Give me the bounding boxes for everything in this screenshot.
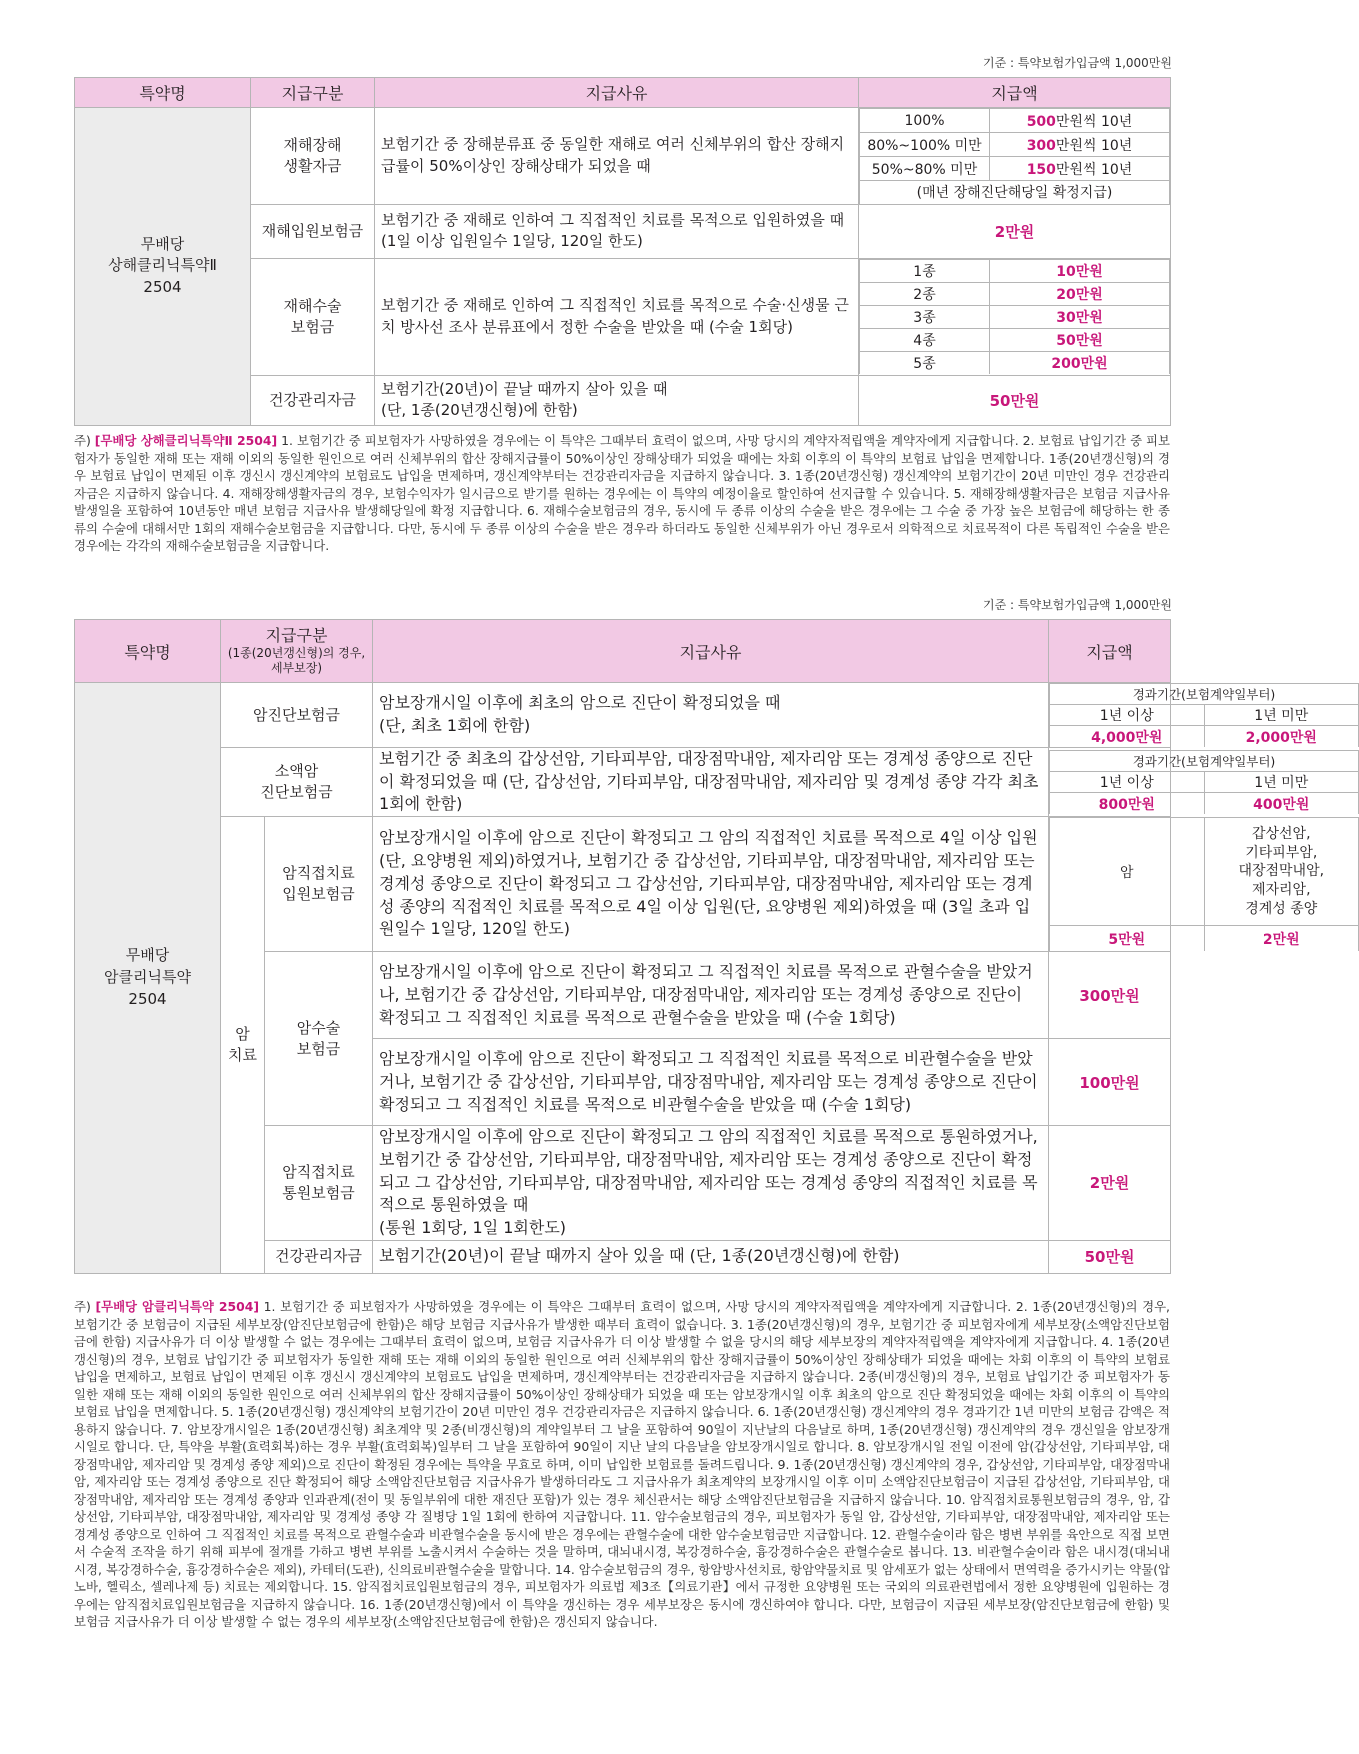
reason-accident-surgery: 보험기간 중 재해로 인하여 그 직접적인 치료를 목적으로 수술·신생물 근치 방사선 조사 분류표에서 정한 수술을 받았을 때 (수술 1회당) [375,258,859,375]
amount-over-1y: 4,000만원 [1050,726,1205,747]
reason-health-management: 보험기간(20년)이 끝날 때까지 살아 있을 때 (단, 1종(20년갱신형)에 한함) [373,1240,1049,1273]
reason-cancer-nonopen-surgery: 암보장개시일 이후에 암으로 진단이 확정되고 그 직접적인 치료를 목적으로 비관혈수술을 받았거나, 보험기간 중 갑상선암, 기타피부암, 대장점막내암, 제자리암 또는 경계성 종양으로 진단이 확정되고 그 직접적인 치료를 목적으로 비관혈수술을 받았을 때 (수술 1회당) [373,1039,1049,1126]
category-disability-living: 재해장해 생활자금 [251,108,375,205]
category-cancer-diagnosis: 암진단보험금 [221,683,373,748]
group-cancer-treatment: 암 치료 [221,817,265,1274]
category-cancer-surgery: 암수술 보험금 [265,952,373,1126]
header-category: 지급구분 [251,78,375,108]
tier-amount: 150만원씩 10년 [990,157,1170,181]
period-header: 경과기간(보험계약일부터) [1050,751,1359,772]
amount-cancer-outpatient: 2만원 [1049,1126,1171,1241]
period-over-1y: 1년 이상 [1050,705,1205,726]
tier-label: 50%~80% 미만 [860,157,990,181]
tier-amount: 500만원씩 10년 [990,109,1170,133]
period-under-1y: 1년 미만 [1204,705,1359,726]
category-health-management: 건강관리자금 [251,375,375,425]
amount-cancer: 5만원 [1050,926,1205,951]
header-rider-name: 특약명 [75,78,251,108]
reason-cancer-outpatient: 암보장개시일 이후에 암으로 진단이 확정되고 그 암의 직접적인 치료를 목적으로 통원하였거나, 보험기간 중 갑상선암, 기타피부암, 대장점막내암, 제자리암 또는 경계성 종양으로 진단이 확정되고 그 갑상선암, 기타피부암, 대장점막내암, 제자리암 또는 경계성 종양의 직접적인 치료를 목적으로 통원하였을 때 (통원 1회당, 1일 1회한도) [373,1126,1049,1241]
amount-accident-surgery [859,258,1171,375]
category-minor-cancer: 소액암 진단보험금 [221,748,373,817]
amount-cancer-nonopen-surgery: 100만원 [1049,1039,1171,1126]
reason-disability-living: 보험기간 중 장해분류표 중 동일한 재해로 여러 신체부위의 합산 장해지급률이 50%이상인 장해상태가 되었을 때 [375,108,859,205]
grade-amount: 10만원 [990,259,1170,282]
grade-amount: 200만원 [990,351,1170,374]
period-over-1y: 1년 이상 [1050,772,1205,793]
amount-under-1y: 2,000만원 [1204,726,1359,747]
grade-label: 4종 [860,328,990,351]
header-reason: 지급사유 [373,620,1049,683]
category-accident-hospitalization: 재해입원보험금 [251,204,375,258]
grade-label: 1종 [860,259,990,282]
basis-note-2: 기준 : 특약보험가입금액 1,000만원 [983,598,1172,612]
tier-label: 100% [860,109,990,133]
reason-minor-cancer: 보험기간 중 최초의 갑상선암, 기타피부암, 대장점막내암, 제자리암 또는 경계성 종양으로 진단이 확정되었을 때 (단, 갑상선암, 기타피부암, 대장점막내암, 제자리암 및 경계성 종양 각각 최초 1회에 한함) [373,748,1049,817]
footnote-cancer-rider: 주) [무배당 암클리닉특약 2504] 1. 보험기간 중 피보험자가 사망하였을 경우에는 이 특약은 그때부터 효력이 없으며, 사망 당시의 계약자적립액을 계약자에게 지급합니다. 2. 1종(20년갱신형)의 경우, 보험기간 중 보험금이 지급된 세부보장(암진단보험금에 한함)은 해당 보험금 지급사유가 발생한 때부터 효력이 없습니다. 3. 1종(20년갱신형)의 경우, 보험기간 중 피보험자에게 세부보장(소액암진단보험금에 한함) 지급사유가 더 이상 발생할 수 없는 경우에는 그때부터 효력이 없으며, 보험금 지급사유가 더 이상 발생할 수 없을 당시의 해당 세부보장의 계약자적립액을 계약자에게 지급합니다. 4. 1종(20년갱신형)의 경우, 보험료 납입기간 중 피보험자가 동일한 재해 또는 재해 이외의 동일한 원인으로 여러 신체부위의 합산 장해지급률이 50%이상인 장해상태가 되었을 때에는 차회 이후의 이 특약의 보험료 납입을 면제하고, 보험료 납입이 면제된 이후 갱신시 갱신계약의 보험료도 납입을 면제하며, 갱신계약부터는 건강관리자금을 지급하지 않습니다. 2종(비갱신형)의 경우, 보험료 납입기간 중 피보험자가 동일한 재해 또는 재해 이외의 동일한 원인으로 여러 신체부위의 합산 장해지급률이 50%이상인 장해상태가 되었을 때 또는 암보장개시일 이후 최초의 암으로 진단 확정되었을 때에는 차회 이후의 이 특약의 보험료 납입을 면제합니다. 5. 1종(20년갱신형) 갱신계약의 보험기간이 20년 미만인 경우 건강관리자금은 지급하지 않습니다. 6. 1종(20년갱신형) 갱신계약의 경우 경과기간 1년 미만의 보험금 감액은 적용하지 않습니다. 7. 암보장개시일은 1종(20년갱신형) 최초계약 및 2종(비갱신형)의 계약일부터 그 날을 포함하여 90일이 지난날의 다음날로 하며, 1종(20년갱신형) 갱신계약의 경우 갱신일을 암보장개시일로 합니다. 단, 특약을 부활(효력회복)하는 경우 부활(효력회복)일부터 그 날을 포함하여 90일이 지난 날의 다음날을 암보장개시일로 합니다. 8. 암보장개시일 전일 이전에 암(갑상선암, 기타피부암, 대장점막내암, 제자리암 및 경계성 종양 제외)으로 진단이 확정된 경우에는 특약을 무효로 하며, 이미 납입한 보험료를 돌려드립니다. 9. 1종(20년갱신형) 갱신계약의 경우, 갑상선암, 기타피부암, 대장점막내암, 제자리암 또는 경계성 종양으로 진단 확정되어 해당 소액암진단보험금 지급사유가 발생하더라도 그 지급사유가 최초계약의 보장개시일 이후 이미 소액암진단보험금이 지급된 갑상선암, 기타피부암, 대장점막내암, 제자리암 또는 경계성 종양과 인과관계(전이 및 동일부위에 대한 재진단 포함)가 있는 경우 체신관서는 해당 소액암진단보험금을 지급하지 않습니다. 10. 암직접치료통원보험금의 경우, 암, 갑상선암, 기타피부암, 대장점막내암, 제자리암 및 경계성 종양 각 질병당 1일 1회에 한하여 지급합니다. 11. 암수술보험금의 경우, 피보험자가 동일 암, 갑상선암, 기타피부암, 대장점막내암, 제자리암 또는 경계성 종양으로 인하여 그 직접적인 치료를 목적으로 관혈수술과 비관혈수술을 동시에 받은 경우에는 관혈수술에 대한 암수술보험금만 지급합니다. 12. 관혈수술이라 함은 병변 부위를 육안으로 직접 보면서 수술적 조작을 하기 위해 피부에 절개를 가하고 병변 부위를 노출시켜서 수술하는 것을 말하며, 대뇌내시경, 복강경하수술, 흉강경하수술은 관혈수술로 봅니다. 13. 비관혈수술이라 함은 내시경(대뇌내시경, 복강경하수술, 흉강경하수술은 제외), 카테터(도관), 신의료비관혈수술을 말합니다. 14. 암수술보험금의 경우, 항암방사선치료, 항암약물치료 및 암세포가 없는 상태에서 면역력을 증가시키는 약물(압노바, 헬릭소, 셀레나제 등) 치료는 제외합니다. 15. 암직접치료입원보험금의 경우, 피보험자가 의료법 제3조【의료기관】에서 규정한 요양병원 또는 국외의 의료관련법에서 정한 요양병원에 입원하는 경우에는 암직접치료입원보험금을 지급하지 않습니다. 16. 1종(20년갱신형)에서 이 특약을 갱신하는 경우 세부보장은 동시에 갱신하여야 합니다. 다만, 보험금이 지급된 세부보장(암진단보험금에 한함) 및 보험금 지급사유가 더 이상 발생할 수 없는 경우의 세부보장(소액암진단보험금에 한함)은 갱신되지 않습니다. [74,1299,1171,1629]
label-minor-cancers: 갑상선암, 기타피부암, 대장점막내암, 제자리암, 경계성 종양 [1204,818,1359,926]
grade-amount: 20만원 [990,282,1170,305]
category-cancer-inpatient: 암직접치료 입원보험금 [265,817,373,952]
header-amount: 지급액 [1049,620,1171,683]
basis-note-1: 기준 : 특약보험가입금액 1,000만원 [983,56,1172,70]
amount-accident-hospitalization: 2만원 [859,204,1171,258]
rider-name: 무배당 상해클리닉특약Ⅱ 2504 [75,108,251,426]
amount-health-management: 50만원 [859,375,1171,425]
period-header: 경과기간(보험계약일부터) [1050,684,1359,705]
amount-cancer-diagnosis [1049,683,1317,748]
grade-label: 2종 [860,282,990,305]
reason-health-management: 보험기간(20년)이 끝날 때까지 살아 있을 때 (단, 1종(20년갱신형)에 한함) [375,375,859,425]
header-category: 지급구분 (1종(20년갱신형)의 경우, 세부보장) [221,620,373,683]
grade-amount: 30만원 [990,305,1170,328]
period-under-1y: 1년 미만 [1204,772,1359,793]
amount-under-1y: 400만원 [1204,793,1359,814]
category-cancer-outpatient: 암직접치료 통원보험금 [265,1126,373,1241]
label-cancer: 암 [1050,818,1205,926]
grade-amount: 50만원 [990,328,1170,351]
reason-cancer-diagnosis: 암보장개시일 이후에 최초의 암으로 진단이 확정되었을 때 (단, 최초 1회에 한함) [373,683,1049,748]
footnote-tag: [무배당 암클리닉특약 2504] [95,1299,260,1314]
reason-accident-hospitalization: 보험기간 중 재해로 인하여 그 직접적인 치료를 목적으로 입원하였을 때 (1일 이상 입원일수 1일당, 120일 한도) [375,204,859,258]
tier-amount: 300만원씩 10년 [990,133,1170,157]
table-cancer-rider [74,619,1325,1274]
grade-label: 3종 [860,305,990,328]
reason-cancer-open-surgery: 암보장개시일 이후에 암으로 진단이 확정되고 그 직접적인 치료를 목적으로 관혈수술을 받았거나, 보험기간 중 갑상선암, 기타피부암, 대장점막내암, 제자리암 또는 경계성 종양으로 진단이 확정되고 그 직접적인 치료를 목적으로 관혈수술을 받았을 때 (수술 1회당) [373,952,1049,1039]
reason-cancer-inpatient: 암보장개시일 이후에 암으로 진단이 확정되고 그 암의 직접적인 치료를 목적으로 4일 이상 입원(단, 요양병원 제외)하였거나, 보험기간 중 갑상선암, 기타피부암, 대장점막내암, 제자리암 또는 경계성 종양으로 진단이 확정되고 그 갑상선암, 기타피부암, 대장점막내암, 제자리암 또는 경계성 종양의 직접적인 치료를 목적으로 4일 이상 입원(단, 요양병원 제외)하였을 때 (3일 초과 입원일수 1일당, 120일 한도) [373,817,1049,952]
header-rider-name: 특약명 [75,620,221,683]
header-amount: 지급액 [859,78,1171,108]
grade-label: 5종 [860,351,990,374]
category-health-management: 건강관리자금 [265,1240,373,1273]
amount-cancer-open-surgery: 300만원 [1049,952,1171,1039]
header-reason: 지급사유 [375,78,859,108]
category-accident-surgery: 재해수술 보험금 [251,258,375,375]
tier-label: 80%~100% 미만 [860,133,990,157]
amount-disability-living [859,108,1171,205]
amount-cancer-inpatient [1049,817,1325,952]
footnote-tag: [무배당 상해클리닉특약Ⅱ 2504] [94,433,278,448]
amount-minor-cancers: 2만원 [1204,926,1359,951]
amount-over-1y: 800만원 [1050,793,1205,814]
rider-name: 무배당 암클리닉특약 2504 [75,683,221,1274]
amount-health-management: 50만원 [1049,1240,1171,1273]
table-accident-rider [74,77,1171,426]
amount-minor-cancer [1049,748,1310,817]
footnote-accident-rider: 주) [무배당 상해클리닉특약Ⅱ 2504] 1. 보험기간 중 피보험자가 사망하였을 경우에는 이 특약은 그때부터 효력이 없으며, 사망 당시의 계약자적립액을 계약자에게 지급합니다. 2. 보험료 납입기간 중 피보험자가 동일한 재해 또는 재해 이외의 동일한 원인으로 여러 신체부위의 합산 장해지급률이 50%이상인 장해상태가 되었을 때에는 차회 이후의 이 특약의 보험료 납입을 면제합니다. 1종(20년갱신형)의 경우 보험료 납입이 면제된 이후 갱신시 갱신계약의 보험료도 납입을 면제하며, 갱신계약부터는 건강관리자금을 지급하지 않습니다. 3. 1종(20년갱신형) 갱신계약의 보험기간이 20년 미만인 경우 건강관리자금은 지급하지 않습니다. 4. 재해장해생활자금의 경우, 보험수익자가 일시금으로 받기를 원하는 경우에는 이 특약의 예정이율로 할인하여 선지급할 수 있습니다. 5. 재해장해생활자금은 보험금 지급사유 발생일을 포함하여 10년동안 매년 보험금 지급사유 발생해당일에 확정 지급합니다. 6. 재해수술보험금의 경우, 동시에 두 종류 이상의 수술을 받은 경우에는 그 수술 중 가장 높은 보험금에 해당하는 한 종류의 수술에 대해서만 1회의 재해수술보험금을 지급합니다. 다만, 동시에 두 종류 이상의 수술을 받은 경우라 하더라도 동일한 신체부위가 아닌 경우로서 의학적으로 치료목적이 다른 독립적인 수술을 받은 경우에는 각각의 재해수술보험금을 지급합니다. [74,433,1170,553]
tier-note: (매년 장해진단해당일 확정지급) [860,181,1170,204]
